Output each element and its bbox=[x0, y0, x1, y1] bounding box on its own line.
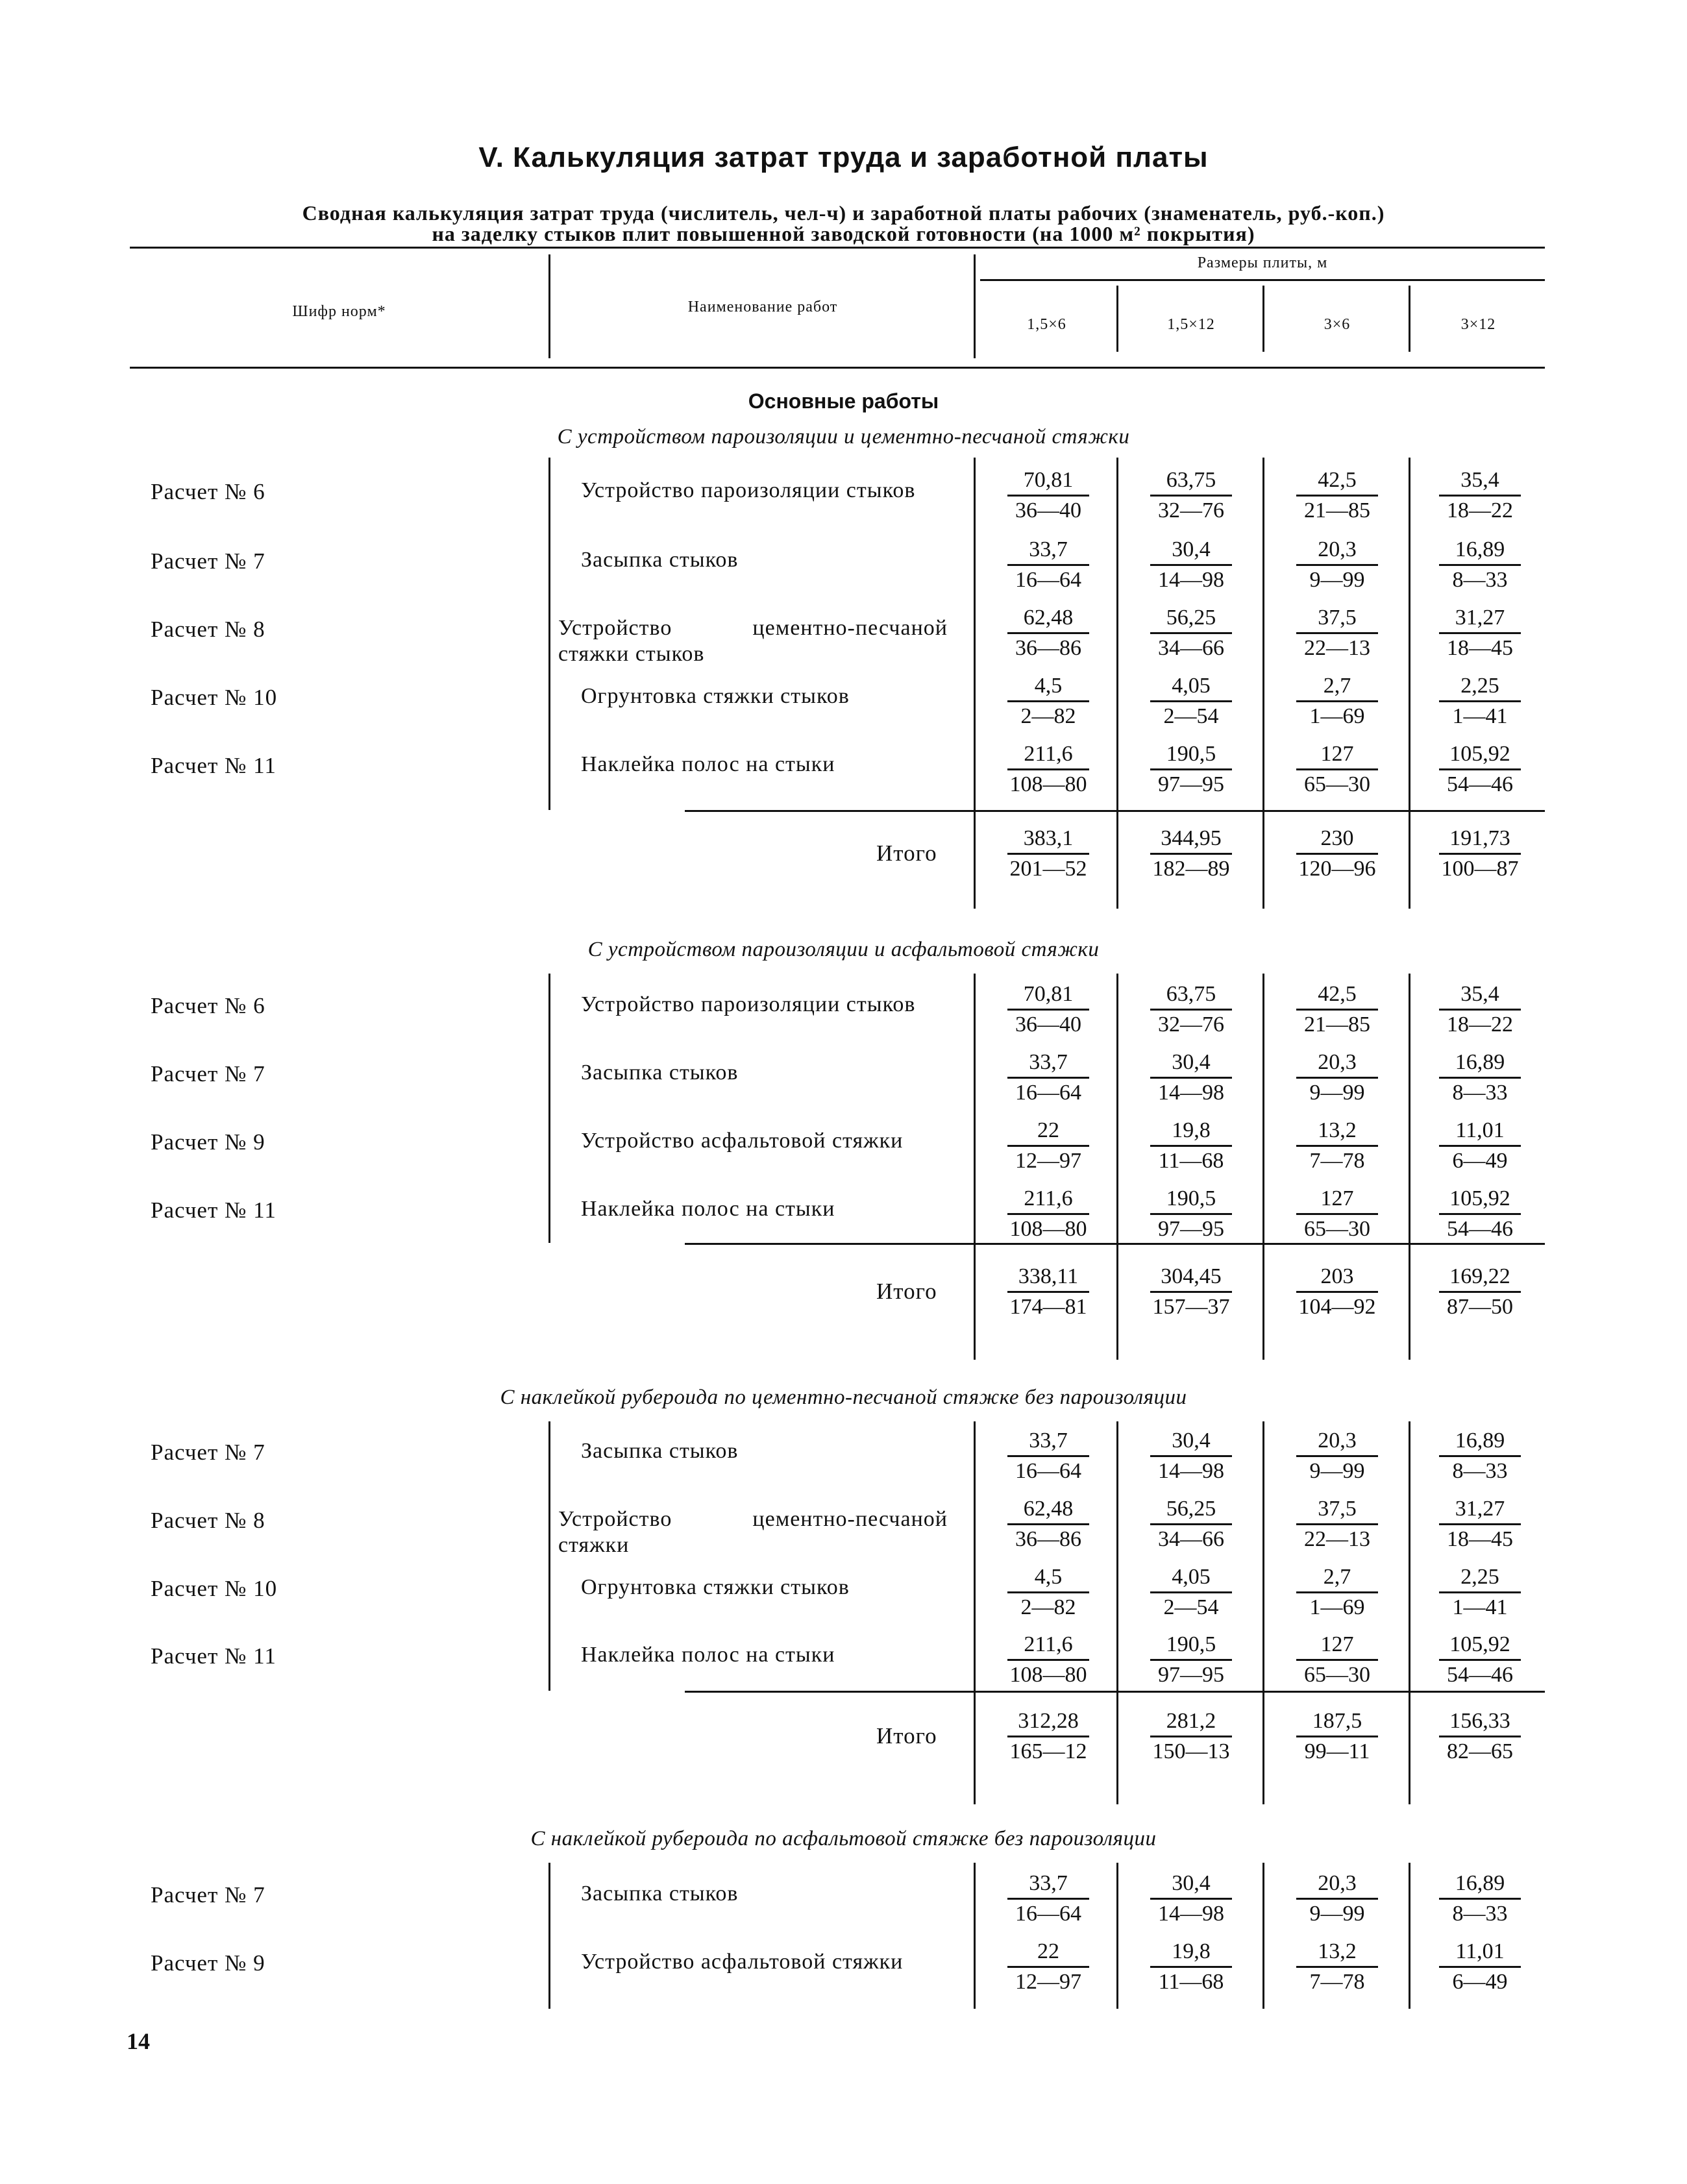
denominator: 201—52 bbox=[1009, 857, 1087, 881]
denominator: 21—85 bbox=[1304, 1012, 1370, 1037]
main-heading: Основные работы bbox=[748, 389, 939, 413]
value-cell bbox=[1425, 1116, 1535, 1175]
denominator: 36—86 bbox=[1015, 636, 1081, 660]
value-cell bbox=[1282, 1184, 1392, 1244]
header-code: Шифр норм* bbox=[292, 303, 386, 320]
value-cell bbox=[1425, 1937, 1535, 1996]
numerator: 70,81 bbox=[1007, 466, 1089, 497]
value-cell bbox=[1282, 740, 1392, 799]
header-divider-1 bbox=[548, 254, 550, 358]
denominator: 100—87 bbox=[1441, 857, 1519, 881]
numerator: 31,27 bbox=[1439, 1495, 1521, 1525]
total-label: Итого bbox=[876, 1723, 937, 1748]
numerator: 33,7 bbox=[1007, 1427, 1089, 1457]
header-divider-3 bbox=[1116, 286, 1118, 352]
numerator: 30,4 bbox=[1150, 1427, 1232, 1457]
value-cell bbox=[1425, 535, 1535, 595]
denominator: 6—49 bbox=[1452, 1970, 1508, 1994]
value-cell bbox=[1136, 1630, 1246, 1689]
denominator: 21—85 bbox=[1304, 498, 1370, 522]
denominator: 120—96 bbox=[1298, 857, 1376, 881]
value-cell bbox=[993, 1563, 1103, 1622]
column-rule bbox=[548, 458, 550, 810]
value-cell bbox=[993, 535, 1103, 595]
header-divider-4 bbox=[1262, 286, 1264, 352]
numerator: 33,7 bbox=[1007, 535, 1089, 566]
numerator: 20,3 bbox=[1296, 1869, 1378, 1900]
column-rule bbox=[1116, 1421, 1118, 1804]
column-rule bbox=[548, 974, 550, 1243]
norm-code: Расчет № 7 bbox=[151, 1061, 265, 1086]
numerator: 56,25 bbox=[1150, 1495, 1232, 1525]
value-cell bbox=[1136, 1869, 1246, 1928]
norm-code: Расчет № 7 bbox=[151, 548, 265, 574]
total-cell bbox=[993, 1262, 1103, 1321]
denominator: 32—76 bbox=[1158, 498, 1224, 522]
denominator: 2—82 bbox=[1020, 704, 1076, 728]
value-cell bbox=[1282, 1630, 1392, 1689]
denominator: 1—41 bbox=[1452, 704, 1508, 728]
value-cell bbox=[1136, 1048, 1246, 1107]
denominator: 36—86 bbox=[1015, 1527, 1081, 1551]
total-label: Итого bbox=[876, 1279, 937, 1304]
numerator: 19,8 bbox=[1150, 1937, 1232, 1968]
denominator: 22—13 bbox=[1304, 1527, 1370, 1551]
value-cell bbox=[1282, 1869, 1392, 1928]
value-cell bbox=[993, 1184, 1103, 1244]
denominator: 1—69 bbox=[1309, 704, 1365, 728]
value-cell bbox=[1136, 740, 1246, 799]
denominator: 32—76 bbox=[1158, 1012, 1224, 1037]
work-name: Засыпка стыков bbox=[581, 1882, 739, 1906]
total-cell bbox=[1136, 1707, 1246, 1766]
numerator: 190,5 bbox=[1150, 1630, 1232, 1661]
value-cell bbox=[993, 740, 1103, 799]
denominator: 14—98 bbox=[1158, 1081, 1224, 1105]
value-cell bbox=[1136, 535, 1246, 595]
denominator: 104—92 bbox=[1298, 1295, 1376, 1319]
value-cell bbox=[993, 980, 1103, 1039]
value-cell bbox=[1282, 1937, 1392, 1996]
total-cell bbox=[1136, 824, 1246, 883]
denominator: 182—89 bbox=[1152, 857, 1230, 881]
value-cell bbox=[1425, 672, 1535, 731]
denominator: 54—46 bbox=[1447, 1217, 1513, 1241]
numerator: 33,7 bbox=[1007, 1869, 1089, 1900]
numerator: 63,75 bbox=[1150, 980, 1232, 1011]
column-rule bbox=[1116, 974, 1118, 1360]
numerator: 19,8 bbox=[1150, 1116, 1232, 1147]
value-cell bbox=[1136, 1116, 1246, 1175]
total-cell bbox=[1282, 824, 1392, 883]
numerator: 211,6 bbox=[1007, 1184, 1089, 1215]
denominator: 12—97 bbox=[1015, 1970, 1081, 1994]
denominator: 9—99 bbox=[1309, 1081, 1365, 1105]
numerator: 230 bbox=[1296, 824, 1378, 855]
numerator: 304,45 bbox=[1150, 1262, 1232, 1293]
denominator: 82—65 bbox=[1447, 1739, 1513, 1763]
value-cell bbox=[1425, 980, 1535, 1039]
total-cell bbox=[1425, 1707, 1535, 1766]
value-cell bbox=[1282, 1427, 1392, 1486]
numerator: 22 bbox=[1007, 1116, 1089, 1147]
denominator: 7—78 bbox=[1309, 1970, 1365, 1994]
header-size-1: 1,5×6 bbox=[1027, 316, 1066, 333]
denominator: 18—22 bbox=[1447, 1012, 1513, 1037]
numerator: 156,33 bbox=[1439, 1707, 1521, 1737]
denominator: 9—99 bbox=[1309, 1459, 1365, 1483]
work-name: Огрунтовка стяжки стыков bbox=[581, 1575, 850, 1599]
value-cell bbox=[1282, 1116, 1392, 1175]
numerator: 35,4 bbox=[1439, 466, 1521, 497]
value-cell bbox=[1425, 1427, 1535, 1486]
header-size-3: 3×6 bbox=[1324, 316, 1351, 333]
value-cell bbox=[1282, 535, 1392, 595]
value-cell bbox=[1425, 466, 1535, 525]
numerator: 30,4 bbox=[1150, 1869, 1232, 1900]
work-name: Устройство асфальтовой стяжки bbox=[581, 1950, 904, 1974]
table-caption-line1: Сводная калькуляция затрат труда (числитель, чел-ч) и заработной платы рабочих (знаменатель, руб.-коп.) bbox=[302, 201, 1385, 225]
value-cell bbox=[1136, 980, 1246, 1039]
denominator: 36—40 bbox=[1015, 1012, 1081, 1037]
denominator: 34—66 bbox=[1158, 1527, 1224, 1551]
value-cell bbox=[993, 672, 1103, 731]
numerator: 20,3 bbox=[1296, 1427, 1378, 1457]
norm-code: Расчет № 10 bbox=[151, 1576, 278, 1601]
numerator: 13,2 bbox=[1296, 1937, 1378, 1968]
column-rule bbox=[974, 458, 976, 909]
value-cell bbox=[1425, 1495, 1535, 1554]
column-rule bbox=[1262, 1863, 1264, 2009]
denominator: 18—45 bbox=[1447, 1527, 1513, 1551]
header-sizes-group: Размеры плиты, м bbox=[1197, 254, 1328, 271]
denominator: 14—98 bbox=[1158, 1902, 1224, 1926]
numerator: 338,11 bbox=[1007, 1262, 1089, 1293]
numerator: 4,05 bbox=[1150, 672, 1232, 702]
numerator: 127 bbox=[1296, 740, 1378, 770]
denominator: 16—64 bbox=[1015, 1081, 1081, 1105]
numerator: 37,5 bbox=[1296, 604, 1378, 634]
numerator: 70,81 bbox=[1007, 980, 1089, 1011]
denominator: 1—69 bbox=[1309, 1595, 1365, 1619]
value-cell bbox=[1136, 604, 1246, 663]
numerator: 30,4 bbox=[1150, 1048, 1232, 1079]
numerator: 281,2 bbox=[1150, 1707, 1232, 1737]
numerator: 190,5 bbox=[1150, 740, 1232, 770]
numerator: 105,92 bbox=[1439, 740, 1521, 770]
numerator: 16,89 bbox=[1439, 535, 1521, 566]
value-cell bbox=[993, 1630, 1103, 1689]
numerator: 11,01 bbox=[1439, 1116, 1521, 1147]
numerator: 2,7 bbox=[1296, 1563, 1378, 1593]
numerator: 187,5 bbox=[1296, 1707, 1378, 1737]
norm-code: Расчет № 7 bbox=[151, 1882, 265, 1908]
value-cell bbox=[993, 466, 1103, 525]
value-cell bbox=[1136, 466, 1246, 525]
value-cell bbox=[1136, 1427, 1246, 1486]
header-size-4: 3×12 bbox=[1460, 316, 1496, 333]
numerator: 63,75 bbox=[1150, 466, 1232, 497]
numerator: 22 bbox=[1007, 1937, 1089, 1968]
norm-code: Расчет № 7 bbox=[151, 1440, 265, 1465]
denominator: 157—37 bbox=[1152, 1295, 1230, 1319]
value-cell bbox=[1425, 1630, 1535, 1689]
value-cell bbox=[993, 1937, 1103, 1996]
denominator: 18—22 bbox=[1447, 498, 1513, 522]
numerator: 62,48 bbox=[1007, 1495, 1089, 1525]
value-cell bbox=[1425, 1048, 1535, 1107]
column-rule bbox=[548, 1421, 550, 1691]
total-cell bbox=[993, 1707, 1103, 1766]
section-title: С устройством пароизоляции и цементно-песчаной стяжки bbox=[557, 425, 1130, 448]
denominator: 97—95 bbox=[1158, 772, 1224, 796]
column-rule bbox=[974, 974, 976, 1360]
denominator: 174—81 bbox=[1009, 1295, 1087, 1319]
value-cell bbox=[993, 1427, 1103, 1486]
denominator: 14—98 bbox=[1158, 568, 1224, 592]
denominator: 1—41 bbox=[1452, 1595, 1508, 1619]
denominator: 9—99 bbox=[1309, 1902, 1365, 1926]
value-cell bbox=[1425, 1563, 1535, 1622]
denominator: 99—11 bbox=[1304, 1739, 1370, 1763]
total-cell bbox=[993, 824, 1103, 883]
denominator: 16—64 bbox=[1015, 1459, 1081, 1483]
table-caption-line2: на заделку стыков плит повышенной заводской готовности (на 1000 м² покрытия) bbox=[432, 222, 1255, 245]
denominator: 108—80 bbox=[1009, 1663, 1087, 1687]
numerator: 105,92 bbox=[1439, 1184, 1521, 1215]
value-cell bbox=[993, 1048, 1103, 1107]
denominator: 2—54 bbox=[1163, 1595, 1219, 1619]
norm-code: Расчет № 9 bbox=[151, 1950, 265, 1976]
work-name: Устройство цементно-песчаной стяжки стыков bbox=[558, 616, 948, 666]
numerator: 13,2 bbox=[1296, 1116, 1378, 1147]
work-name: Наклейка полос на стыки bbox=[581, 1643, 835, 1667]
value-cell bbox=[1425, 740, 1535, 799]
value-cell bbox=[993, 1116, 1103, 1175]
denominator: 65—30 bbox=[1304, 1217, 1370, 1241]
total-rule bbox=[685, 1691, 1545, 1693]
numerator: 203 bbox=[1296, 1262, 1378, 1293]
numerator: 344,95 bbox=[1150, 824, 1232, 855]
denominator: 97—95 bbox=[1158, 1663, 1224, 1687]
norm-code: Расчет № 11 bbox=[151, 1643, 277, 1669]
denominator: 165—12 bbox=[1009, 1739, 1087, 1763]
numerator: 56,25 bbox=[1150, 604, 1232, 634]
header-sizes-rule bbox=[980, 279, 1545, 281]
norm-code: Расчет № 6 bbox=[151, 993, 265, 1018]
total-rule bbox=[685, 1243, 1545, 1245]
total-cell bbox=[1282, 1262, 1392, 1321]
numerator: 33,7 bbox=[1007, 1048, 1089, 1079]
total-cell bbox=[1282, 1707, 1392, 1766]
denominator: 18—45 bbox=[1447, 636, 1513, 660]
denominator: 54—46 bbox=[1447, 1663, 1513, 1687]
denominator: 2—54 bbox=[1163, 704, 1219, 728]
numerator: 2,7 bbox=[1296, 672, 1378, 702]
total-cell bbox=[1425, 1262, 1535, 1321]
numerator: 30,4 bbox=[1150, 535, 1232, 566]
total-cell bbox=[1425, 824, 1535, 883]
value-cell bbox=[1425, 1869, 1535, 1928]
value-cell bbox=[993, 604, 1103, 663]
denominator: 22—13 bbox=[1304, 636, 1370, 660]
norm-code: Расчет № 8 bbox=[151, 1508, 265, 1533]
value-cell bbox=[993, 1869, 1103, 1928]
denominator: 8—33 bbox=[1452, 1459, 1508, 1483]
norm-code: Расчет № 9 bbox=[151, 1129, 265, 1155]
page-number: 14 bbox=[127, 2028, 150, 2054]
norm-code: Расчет № 11 bbox=[151, 753, 277, 778]
column-rule bbox=[1409, 1421, 1410, 1804]
denominator: 8—33 bbox=[1452, 568, 1508, 592]
section-title: С устройством пароизоляции и асфальтовой стяжки bbox=[587, 938, 1100, 961]
denominator: 97—95 bbox=[1158, 1217, 1224, 1241]
denominator: 54—46 bbox=[1447, 772, 1513, 796]
denominator: 16—64 bbox=[1015, 568, 1081, 592]
denominator: 34—66 bbox=[1158, 636, 1224, 660]
norm-code: Расчет № 8 bbox=[151, 617, 265, 642]
numerator: 127 bbox=[1296, 1184, 1378, 1215]
work-name: Наклейка полос на стыки bbox=[581, 752, 835, 776]
denominator: 6—49 bbox=[1452, 1149, 1508, 1173]
numerator: 20,3 bbox=[1296, 1048, 1378, 1079]
value-cell bbox=[1282, 1048, 1392, 1107]
work-name: Устройство асфальтовой стяжки bbox=[581, 1129, 904, 1153]
denominator: 65—30 bbox=[1304, 772, 1370, 796]
total-rule bbox=[685, 810, 1545, 812]
column-rule bbox=[1116, 1863, 1118, 2009]
value-cell bbox=[1282, 466, 1392, 525]
column-rule bbox=[974, 1421, 976, 1804]
numerator: 16,89 bbox=[1439, 1048, 1521, 1079]
value-cell bbox=[1282, 604, 1392, 663]
section-title: С наклейкой рубероида по асфальтовой стяжке без пароизоляции bbox=[530, 1827, 1157, 1850]
header-name: Наименование работ bbox=[687, 299, 838, 315]
work-name: Устройство пароизоляции стыков bbox=[581, 992, 916, 1016]
denominator: 14—98 bbox=[1158, 1459, 1224, 1483]
column-rule bbox=[974, 1863, 976, 2009]
numerator: 4,5 bbox=[1007, 1563, 1089, 1593]
value-cell bbox=[1136, 1563, 1246, 1622]
work-name: Засыпка стыков bbox=[581, 548, 739, 572]
work-name: Устройство цементно-песчаной стяжки bbox=[558, 1507, 948, 1557]
column-rule bbox=[1409, 458, 1410, 909]
work-name: Устройство пароизоляции стыков bbox=[581, 478, 916, 502]
numerator: 2,25 bbox=[1439, 1563, 1521, 1593]
denominator: 108—80 bbox=[1009, 1217, 1087, 1241]
value-cell bbox=[1425, 604, 1535, 663]
column-rule bbox=[1262, 458, 1264, 909]
norm-code: Расчет № 10 bbox=[151, 685, 278, 710]
numerator: 127 bbox=[1296, 1630, 1378, 1661]
numerator: 11,01 bbox=[1439, 1937, 1521, 1968]
value-cell bbox=[1136, 1495, 1246, 1554]
denominator: 12—97 bbox=[1015, 1149, 1081, 1173]
value-cell bbox=[1282, 1495, 1392, 1554]
numerator: 105,92 bbox=[1439, 1630, 1521, 1661]
numerator: 190,5 bbox=[1150, 1184, 1232, 1215]
column-rule bbox=[1116, 458, 1118, 909]
numerator: 16,89 bbox=[1439, 1427, 1521, 1457]
page-title: V. Калькуляция затрат труда и заработной платы bbox=[478, 141, 1209, 173]
denominator: 8—33 bbox=[1452, 1081, 1508, 1105]
value-cell bbox=[1282, 672, 1392, 731]
header-top-rule bbox=[130, 247, 1545, 249]
value-cell bbox=[1282, 980, 1392, 1039]
numerator: 37,5 bbox=[1296, 1495, 1378, 1525]
section-title: С наклейкой рубероида по цементно-песчаной стяжке без пароизоляции bbox=[500, 1386, 1187, 1409]
denominator: 108—80 bbox=[1009, 772, 1087, 796]
numerator: 31,27 bbox=[1439, 604, 1521, 634]
total-label: Итого bbox=[876, 840, 937, 866]
numerator: 4,5 bbox=[1007, 672, 1089, 702]
value-cell bbox=[1282, 1563, 1392, 1622]
denominator: 36—40 bbox=[1015, 498, 1081, 522]
denominator: 7—78 bbox=[1309, 1149, 1365, 1173]
numerator: 312,28 bbox=[1007, 1707, 1089, 1737]
work-name: Засыпка стыков bbox=[581, 1439, 739, 1463]
work-name: Огрунтовка стяжки стыков bbox=[581, 684, 850, 708]
column-rule bbox=[1262, 974, 1264, 1360]
header-divider-5 bbox=[1409, 286, 1410, 352]
value-cell bbox=[1136, 672, 1246, 731]
work-name: Наклейка полос на стыки bbox=[581, 1197, 835, 1221]
numerator: 35,4 bbox=[1439, 980, 1521, 1011]
header-divider-2 bbox=[974, 254, 976, 358]
numerator: 2,25 bbox=[1439, 672, 1521, 702]
value-cell bbox=[1136, 1184, 1246, 1244]
numerator: 42,5 bbox=[1296, 980, 1378, 1011]
numerator: 62,48 bbox=[1007, 604, 1089, 634]
denominator: 65—30 bbox=[1304, 1663, 1370, 1687]
column-rule bbox=[548, 1863, 550, 2009]
norm-code: Расчет № 6 bbox=[151, 479, 265, 504]
value-cell bbox=[1136, 1937, 1246, 1996]
denominator: 2—82 bbox=[1020, 1595, 1076, 1619]
column-rule bbox=[1409, 1863, 1410, 2009]
denominator: 8—33 bbox=[1452, 1902, 1508, 1926]
column-rule bbox=[1262, 1421, 1264, 1804]
denominator: 11—68 bbox=[1158, 1970, 1224, 1994]
total-cell bbox=[1136, 1262, 1246, 1321]
header-bottom-rule bbox=[130, 367, 1545, 369]
numerator: 42,5 bbox=[1296, 466, 1378, 497]
numerator: 211,6 bbox=[1007, 1630, 1089, 1661]
denominator: 150—13 bbox=[1152, 1739, 1230, 1763]
denominator: 16—64 bbox=[1015, 1902, 1081, 1926]
denominator: 11—68 bbox=[1158, 1149, 1224, 1173]
numerator: 16,89 bbox=[1439, 1869, 1521, 1900]
numerator: 191,73 bbox=[1439, 824, 1521, 855]
value-cell bbox=[993, 1495, 1103, 1554]
numerator: 4,05 bbox=[1150, 1563, 1232, 1593]
numerator: 169,22 bbox=[1439, 1262, 1521, 1293]
value-cell bbox=[1425, 1184, 1535, 1244]
norm-code: Расчет № 11 bbox=[151, 1197, 277, 1223]
numerator: 20,3 bbox=[1296, 535, 1378, 566]
header-size-2: 1,5×12 bbox=[1167, 316, 1215, 333]
numerator: 211,6 bbox=[1007, 740, 1089, 770]
numerator: 383,1 bbox=[1007, 824, 1089, 855]
denominator: 87—50 bbox=[1447, 1295, 1513, 1319]
denominator: 9—99 bbox=[1309, 568, 1365, 592]
column-rule bbox=[1409, 974, 1410, 1360]
work-name: Засыпка стыков bbox=[581, 1061, 739, 1085]
